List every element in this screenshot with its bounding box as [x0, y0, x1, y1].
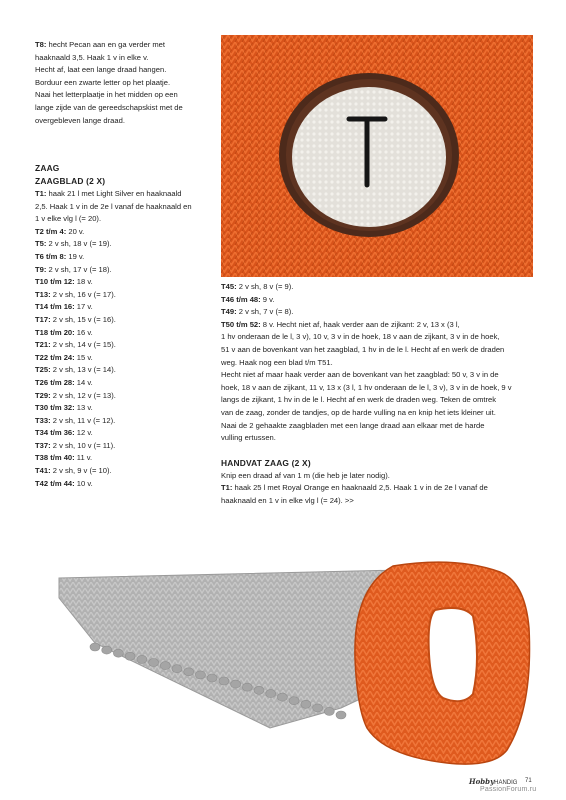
- round-row: [35, 364, 215, 377]
- text-line: Knip een draad af van 1 m (die heb je later nodig).: [221, 470, 390, 480]
- row-text: 10 v.: [74, 478, 93, 488]
- saw-tooth: [242, 683, 252, 691]
- row-text: 16 v.: [74, 327, 93, 337]
- saw-tooth: [219, 677, 229, 685]
- section-heading-zaag: ZAAG: [35, 163, 60, 173]
- row-text: 2 v sh, 9 v (= 10).: [50, 466, 112, 476]
- row-text: 8 v. Hecht niet af, haak verder aan de zijkant: 2 v, 13 x (3 l,: [260, 319, 460, 329]
- row-label: T5:: [35, 239, 47, 249]
- row-text: 19 v.: [66, 251, 85, 261]
- round-row: [35, 402, 215, 415]
- saw-tooth: [149, 659, 159, 667]
- row-label: T1:: [35, 189, 47, 198]
- round-row: [35, 339, 215, 352]
- round-row: [35, 289, 215, 302]
- saw-tooth: [113, 649, 123, 657]
- row-label: T14 t/m 16:: [35, 302, 75, 312]
- intro-text: [35, 39, 210, 127]
- row-text: 11 v.: [74, 453, 93, 463]
- row-text: 2 v sh, 18 v (= 19).: [46, 239, 112, 249]
- intro-line: Naai het letterplaatje in het midden op een: [35, 90, 178, 100]
- intro-line: Borduur een zwarte letter op het plaatje.: [35, 77, 171, 87]
- round-row: [35, 301, 215, 314]
- saw-tooth: [324, 707, 334, 715]
- letter-badge-photo: [221, 35, 533, 277]
- saw-tooth: [125, 652, 135, 660]
- row-text: 13 v.: [74, 403, 93, 413]
- section-subheading-zaagblad: ZAAGBLAD (2 X): [35, 176, 106, 186]
- right-column: [221, 281, 533, 508]
- saw-tooth: [254, 686, 264, 694]
- round-row: [35, 415, 215, 428]
- watermark: PassionForum.ru: [480, 786, 537, 793]
- row-label: T46 t/m 48:: [221, 294, 261, 304]
- row-label: T49:: [221, 307, 237, 317]
- intro-line: Hecht af, laat een lange draad hangen.: [35, 65, 167, 75]
- round-row: [35, 377, 215, 390]
- row-text: 2 v sh, 15 v (= 16).: [50, 314, 116, 324]
- row-text: 2 v sh, 17 v (= 18).: [46, 264, 112, 274]
- row-label: T38 t/m 40:: [35, 453, 75, 463]
- saw-tooth: [231, 680, 241, 688]
- round-row: [35, 276, 215, 289]
- row-label: T30 t/m 32:: [35, 403, 75, 413]
- round-row: [35, 264, 215, 277]
- row-label: T18 t/m 20:: [35, 327, 75, 337]
- section-heading-handvat: HANDVAT ZAAG (2 X): [221, 457, 311, 468]
- round-row: [35, 390, 215, 403]
- brand-rest: HANDIG: [494, 780, 518, 786]
- page-number: 71: [525, 778, 532, 784]
- row-label: T45:: [221, 282, 237, 291]
- text-line: 1 hv onderaan de le l, 3 v), 10 v, 3 v in de hoek, 18 v aan de zijkant, 3 v in de hoek,: [221, 332, 500, 342]
- text-line: 51 v aan de bovenkant van het zaagblad, 1 hv in de le l. Hecht af en werk de draden: [221, 344, 505, 354]
- row-label: T8:: [35, 40, 47, 49]
- saw-tooth: [102, 646, 112, 654]
- round-row: [35, 465, 215, 478]
- text-line: Hecht niet af maar haak verder aan de bovenkant van het zaagblad: 50 v, 3 v in de: [221, 370, 499, 380]
- text-line: weg. Haak nog een blad t/m T51.: [221, 357, 333, 367]
- saw-tooth: [160, 662, 170, 670]
- row-label: T33:: [35, 415, 51, 425]
- row-text: 18 v.: [74, 277, 93, 287]
- saw-tooth: [266, 690, 276, 698]
- round-row: [35, 478, 215, 491]
- row-text: haak 25 l met Royal Orange en haaknaald 2,5. Haak 1 v in de 2e l vanaf de: [232, 483, 488, 493]
- saw-tooth: [336, 711, 346, 719]
- round-row: [35, 427, 215, 440]
- crochet-saw-photo: [55, 558, 545, 773]
- row-label: T37:: [35, 440, 51, 450]
- row-text: 14 v.: [74, 377, 93, 387]
- row-label: T29:: [35, 390, 51, 400]
- row-text: 2 v sh, 12 v (= 13).: [50, 390, 116, 400]
- round-row: [221, 319, 533, 332]
- row-label: T17:: [35, 314, 51, 324]
- row-label: T10 t/m 12:: [35, 277, 75, 287]
- saw-tooth: [172, 665, 182, 673]
- row-label: T26 t/m 28:: [35, 377, 75, 387]
- row-label: T6 t/m 8:: [35, 251, 67, 261]
- round-row: [35, 238, 215, 251]
- row-label: T9:: [35, 264, 47, 274]
- saw-tooth: [289, 697, 299, 705]
- row-label: T2 t/m 4:: [35, 226, 67, 236]
- round-row: [221, 482, 533, 495]
- brand-script: Hobby: [469, 777, 495, 786]
- round-row: [35, 251, 215, 264]
- row-label: T50 t/m 52:: [221, 319, 261, 329]
- row-text: 2 v sh, 14 v (= 15).: [50, 340, 116, 350]
- round-row: [35, 327, 215, 340]
- round-row: [221, 306, 533, 319]
- round-row: [35, 314, 215, 327]
- round-row: [221, 294, 533, 307]
- row-text: 2 v sh, 16 v (= 17).: [50, 289, 116, 299]
- saw-tooth: [184, 668, 194, 676]
- text-line: hoek, 18 v aan de zijkant, 11 v, 13 x (3 l, 1 hv onderaan de le l, 3 v), 3 v in de hoek, 9 v: [221, 382, 512, 392]
- text-line: vulling ertussen.: [221, 433, 276, 443]
- saw-tooth: [207, 674, 217, 682]
- saw-tooth: [301, 700, 311, 708]
- text-line: haaknaald en 1 v in elke vlg l (= 24). >>: [221, 495, 354, 505]
- row-label: T25:: [35, 365, 51, 375]
- row-line: 1 v elke vlg l (= 20).: [35, 214, 102, 224]
- text-line: van de zaag, zonder de tandjes, op de harde vulling na en knip het iets kleiner uit.: [221, 407, 496, 417]
- row-line: 2,5. Haak 1 v in de 2e l vanaf de haaknaald en: [35, 201, 192, 211]
- intro-line: haaknaald 3,5. Haak 1 v in elke v.: [35, 52, 149, 62]
- round-row: [221, 281, 533, 294]
- saw-tooth: [195, 671, 205, 679]
- row-text: 2 v sh, 13 v (= 14).: [50, 365, 116, 375]
- saw-tooth: [277, 693, 287, 701]
- saw-tooth: [90, 643, 100, 651]
- saw-tooth: [313, 704, 323, 712]
- row-text: 17 v.: [74, 302, 93, 312]
- intro-line: overgebleven lange draad.: [35, 115, 125, 125]
- row-text: 15 v.: [74, 352, 93, 362]
- round-row: [35, 226, 215, 239]
- round-row: [35, 452, 215, 465]
- round-row: [35, 440, 215, 453]
- saw-tooth: [137, 655, 147, 663]
- row-label: T34 t/m 36:: [35, 428, 75, 438]
- row-label: T13:: [35, 289, 51, 299]
- intro-line: lange zijde van de gereedschapskist met de: [35, 102, 183, 112]
- intro-line: [35, 39, 210, 52]
- row-text: 2 v sh, 8 v (= 9).: [236, 282, 294, 291]
- round-row: [35, 352, 215, 365]
- left-column: [35, 162, 215, 490]
- row-label: T21:: [35, 340, 51, 350]
- row-text: 2 v sh, 10 v (= 11).: [50, 440, 116, 450]
- row-text: 12 v.: [74, 428, 93, 438]
- row-text: 20 v.: [66, 226, 85, 236]
- round-list: [35, 226, 215, 490]
- row-text: 2 v sh, 7 v (= 8).: [236, 307, 294, 317]
- row-label: T42 t/m 44:: [35, 478, 75, 488]
- row-label: T41:: [35, 466, 51, 476]
- row-text: haak 21 l met Light Silver en haaknaald: [46, 189, 182, 198]
- text-line: Naai de 2 gehaakte zaagbladen met een lange draad aan elkaar met de harde: [221, 420, 485, 430]
- row-label: T1:: [221, 483, 233, 493]
- row-text: 2 v sh, 11 v (= 12).: [50, 415, 116, 425]
- row-label: T22 t/m 24:: [35, 352, 75, 362]
- row-line: [35, 188, 215, 201]
- row-text: hecht Pecan aan en ga verder met: [46, 40, 166, 49]
- text-line: langs de zijkant, 1 hv in de le l. Hecht af en werk de draden weg. Teken de omtrek: [221, 395, 497, 405]
- magazine-brand: [469, 777, 517, 786]
- row-text: 9 v.: [260, 294, 275, 304]
